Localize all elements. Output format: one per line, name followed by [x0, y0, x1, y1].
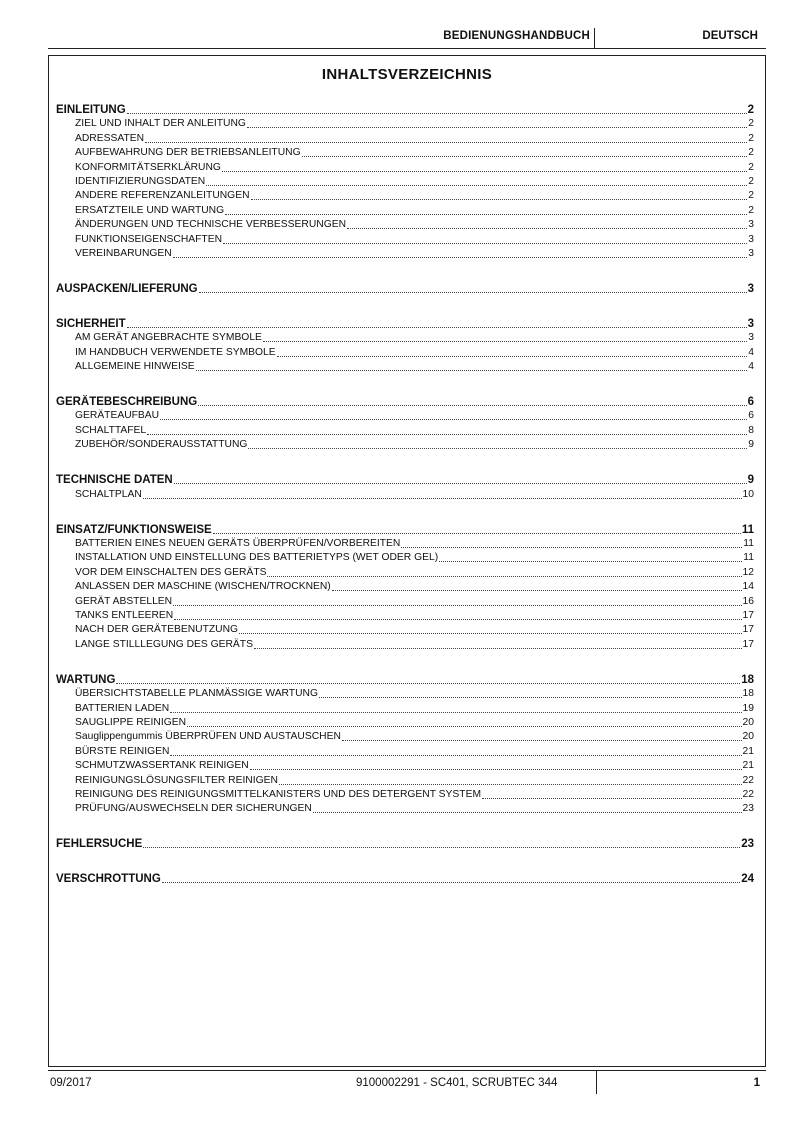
- toc-section-heading[interactable]: [56, 395, 754, 409]
- toc-entry-page-number: 3: [748, 332, 754, 344]
- dot-leader: [147, 433, 747, 435]
- dot-leader: [116, 682, 740, 684]
- toc-entry-label: SAUGLIPPE REINIGEN: [75, 716, 187, 728]
- dot-leader: [248, 447, 747, 449]
- toc-entry[interactable]: [56, 189, 754, 203]
- toc-entry-label: ANDERE REFERENZANLEITUNGEN: [75, 190, 250, 202]
- toc-entry[interactable]: [56, 117, 754, 131]
- dot-leader: [263, 340, 747, 342]
- toc-section-heading-page-number: 9: [747, 474, 754, 487]
- toc-entry-page-number: 16: [742, 595, 754, 607]
- dot-leader: [173, 604, 741, 606]
- toc-section-heading-page-number: 23: [741, 838, 754, 851]
- toc-entry-page-number: 2: [748, 161, 754, 173]
- toc-section-heading-label: WARTUNG: [56, 673, 116, 686]
- toc-section-heading-label: VERSCHROTTUNG: [56, 873, 161, 886]
- dot-leader: [127, 112, 747, 114]
- toc-section: [56, 103, 754, 261]
- toc-entry-page-number: 12: [742, 566, 754, 578]
- toc-entry-page-number: 11: [743, 552, 754, 564]
- dot-leader: [267, 575, 741, 577]
- toc-entry-page-number: 21: [742, 745, 754, 757]
- toc-section-heading-label: FEHLERSUCHE: [56, 838, 143, 851]
- toc-entry-page-number: 21: [742, 760, 754, 772]
- toc-entry[interactable]: [56, 360, 754, 374]
- toc-entry-label: SCHALTPLAN: [75, 488, 142, 500]
- dot-leader: [439, 560, 742, 562]
- toc-entry-page-number: 17: [742, 638, 754, 650]
- toc-entry[interactable]: [56, 716, 754, 730]
- dot-leader: [332, 589, 742, 591]
- toc-entry-page-number: 2: [748, 190, 754, 202]
- toc-section: [56, 395, 754, 452]
- toc-entry[interactable]: [56, 438, 754, 452]
- toc-entry[interactable]: [56, 146, 754, 160]
- dot-leader: [127, 326, 747, 328]
- toc-section-heading[interactable]: [56, 473, 754, 487]
- toc-section-heading[interactable]: [56, 523, 754, 537]
- dot-leader: [222, 170, 747, 172]
- toc-entry-page-number: 17: [742, 609, 754, 621]
- toc-section-heading-page-number: 2: [747, 104, 754, 116]
- dot-leader: [277, 355, 748, 357]
- toc-entry[interactable]: [56, 687, 754, 701]
- toc-section-heading[interactable]: [56, 837, 754, 851]
- toc-section: [56, 523, 754, 652]
- toc-entry-page-number: 3: [748, 219, 754, 231]
- toc-entry-label: ZIEL UND INHALT DER ANLEITUNG: [75, 118, 246, 130]
- dot-leader: [143, 497, 742, 499]
- toc-entry-label: INSTALLATION UND EINSTELLUNG DES BATTERIETYPS (WET ODER GEL): [75, 552, 439, 564]
- toc-entry-label: PRÜFUNG/AUSWECHSELN DER SICHERUNGEN: [75, 803, 312, 815]
- toc-entry-label: AUFBEWAHRUNG DER BETRIEBSANLEITUNG: [75, 147, 301, 159]
- dot-leader: [213, 532, 741, 534]
- toc-entry[interactable]: [56, 580, 754, 594]
- toc-section-heading-page-number: 24: [741, 873, 754, 886]
- toc-section: [56, 872, 754, 886]
- toc-entry-label: ZUBEHÖR/SONDERAUSSTATTUNG: [75, 439, 248, 451]
- toc-entry[interactable]: [56, 788, 754, 802]
- dot-leader: [279, 783, 742, 785]
- toc-entry-label: SCHALTTAFEL: [75, 424, 147, 436]
- toc-entry-label: KONFORMITÄTSERKLÄRUNG: [75, 161, 221, 173]
- toc-entry-label: SCHMUTZWASSERTANK REINIGEN: [75, 760, 249, 772]
- toc-section-heading-page-number: 3: [747, 282, 754, 295]
- footer-page-number: 1: [753, 1077, 760, 1089]
- toc-entry-page-number: 10: [742, 488, 754, 500]
- dot-leader: [187, 725, 742, 727]
- toc-section-heading[interactable]: [56, 103, 754, 117]
- toc-section-heading-label: TECHNISCHE DATEN: [56, 474, 173, 487]
- toc-section: [56, 282, 754, 296]
- dot-leader: [162, 881, 740, 883]
- toc-entry-label: VEREINBARUNGEN: [75, 247, 172, 259]
- toc-entry[interactable]: [56, 759, 754, 773]
- toc-section: [56, 837, 754, 851]
- toc-entry[interactable]: [56, 802, 754, 816]
- toc-entry-page-number: 23: [742, 803, 754, 815]
- toc-entry[interactable]: [56, 131, 754, 145]
- toc-entry-label: ÜBERSICHTSTABELLE PLANMÄSSIGE WARTUNG: [75, 688, 318, 700]
- toc-entry-label: ALLGEMEINE HINWEISE: [75, 361, 195, 373]
- table-of-contents: [56, 103, 754, 907]
- dot-leader: [482, 797, 742, 799]
- toc-section-heading[interactable]: [56, 317, 754, 331]
- toc-entry-label: AM GERÄT ANGEBRACHTE SYMBOLE: [75, 332, 262, 344]
- toc-entry[interactable]: [56, 345, 754, 359]
- toc-entry[interactable]: [56, 537, 754, 551]
- toc-section-heading[interactable]: [56, 872, 754, 886]
- dot-leader: [313, 811, 742, 813]
- toc-entry-label: BATTERIEN LADEN: [75, 702, 170, 714]
- toc-entry-label: TANKS ENTLEEREN: [75, 609, 174, 621]
- toc-entry-label: GERÄT ABSTELLEN: [75, 595, 173, 607]
- toc-entry[interactable]: [56, 175, 754, 189]
- header-language: DEUTSCH: [702, 30, 758, 42]
- toc-entry-page-number: 22: [742, 774, 754, 786]
- toc-section-heading-page-number: 18: [741, 673, 754, 686]
- toc-entry-label: ADRESSATEN: [75, 132, 145, 144]
- toc-section-heading-label: GERÄTEBESCHREIBUNG: [56, 396, 198, 409]
- toc-entry[interactable]: [56, 247, 754, 261]
- toc-entry-label: VOR DEM EINSCHALTEN DES GERÄTS: [75, 566, 267, 578]
- dot-leader: [160, 418, 747, 420]
- header-divider: [594, 28, 595, 49]
- toc-entry-page-number: 3: [748, 247, 754, 259]
- dot-leader: [247, 126, 747, 128]
- dot-leader: [199, 291, 747, 293]
- dot-leader: [239, 632, 741, 634]
- toc-entry[interactable]: [56, 232, 754, 246]
- toc-entry-page-number: 2: [748, 175, 754, 187]
- toc-section-heading-label: EINSATZ/FUNKTIONSWEISE: [56, 523, 212, 536]
- toc-section: [56, 317, 754, 374]
- dot-leader: [223, 242, 747, 244]
- toc-entry[interactable]: [56, 623, 754, 637]
- toc-entry-label: IDENTIFIZIERUNGSDATEN: [75, 175, 206, 187]
- toc-entry-page-number: 6: [748, 410, 754, 422]
- toc-entry[interactable]: [56, 594, 754, 608]
- dot-leader: [251, 198, 748, 200]
- toc-section-heading-label: EINLEITUNG: [56, 104, 126, 116]
- dot-leader: [143, 846, 740, 848]
- toc-entry[interactable]: [56, 701, 754, 715]
- toc-entry[interactable]: [56, 609, 754, 623]
- toc-section: [56, 673, 754, 817]
- dot-leader: [401, 546, 742, 548]
- toc-entry-label: BATTERIEN EINES NEUEN GERÄTS ÜBERPRÜFEN/VORBEREITEN: [75, 538, 401, 550]
- toc-entry-page-number: 17: [742, 624, 754, 636]
- toc-entry[interactable]: [56, 409, 754, 423]
- dot-leader: [206, 184, 747, 186]
- toc-entry[interactable]: [56, 423, 754, 437]
- toc-entry[interactable]: [56, 744, 754, 758]
- toc-entry[interactable]: [56, 203, 754, 217]
- toc-section-heading-label: AUSPACKEN/LIEFERUNG: [56, 282, 198, 295]
- dot-leader: [254, 647, 742, 649]
- page-header: [48, 26, 766, 49]
- toc-entry-label: FUNKTIONSEIGENSCHAFTEN: [75, 233, 223, 245]
- toc-entry-page-number: 11: [743, 538, 754, 550]
- dot-leader: [196, 369, 748, 371]
- toc-entry-label: Sauglippengummis ÜBERPRÜFEN UND AUSTAUSCHEN: [75, 731, 341, 743]
- toc-entry-label: ANLASSEN DER MASCHINE (WISCHEN/TROCKNEN): [75, 581, 331, 593]
- dot-leader: [174, 482, 747, 484]
- toc-entry-page-number: 4: [748, 346, 754, 358]
- toc-section-heading-label: SICHERHEIT: [56, 317, 126, 330]
- dot-leader: [225, 213, 747, 215]
- dot-leader: [170, 754, 741, 756]
- dot-leader: [145, 141, 747, 143]
- toc-entry-label: IM HANDBUCH VERWENDETE SYMBOLE: [75, 346, 276, 358]
- footer-date: 09/2017: [50, 1077, 92, 1089]
- toc-section-heading-page-number: 11: [741, 523, 754, 536]
- toc-entry-page-number: 2: [748, 118, 754, 130]
- toc-entry[interactable]: [56, 637, 754, 651]
- dot-leader: [342, 739, 742, 741]
- toc-entry-label: REINIGUNG DES REINIGUNGSMITTELKANISTERS UND DES DETERGENT SYSTEM: [75, 788, 482, 800]
- footer-divider: [596, 1070, 597, 1094]
- toc-entry-page-number: 18: [742, 688, 754, 700]
- toc-entry-page-number: 4: [748, 361, 754, 373]
- toc-entry[interactable]: [56, 773, 754, 787]
- toc-entry-page-number: 20: [742, 716, 754, 728]
- footer-rule: [48, 1070, 766, 1071]
- dot-leader: [250, 768, 742, 770]
- toc-entry[interactable]: [56, 730, 754, 744]
- toc-entry-label: ÄNDERUNGEN UND TECHNISCHE VERBESSERUNGEN: [75, 219, 347, 231]
- toc-entry-page-number: 2: [748, 147, 754, 159]
- toc-section-heading[interactable]: [56, 673, 754, 687]
- toc-section: [56, 473, 754, 501]
- toc-entry-page-number: 9: [748, 439, 754, 451]
- footer-document-reference: 9100002291 - SC401, SCRUBTEC 344: [356, 1077, 558, 1089]
- dot-leader: [173, 256, 748, 258]
- toc-entry-page-number: 2: [748, 132, 754, 144]
- toc-entry[interactable]: [56, 565, 754, 579]
- toc-entry[interactable]: [56, 331, 754, 345]
- dot-leader: [319, 696, 742, 698]
- toc-entry-label: BÜRSTE REINIGEN: [75, 745, 170, 757]
- toc-entry-page-number: 14: [742, 581, 754, 593]
- toc-entry-page-number: 22: [742, 788, 754, 800]
- toc-entry-label: LANGE STILLLEGUNG DES GERÄTS: [75, 638, 253, 650]
- toc-title: INHALTSVERZEICHNIS: [321, 66, 493, 83]
- toc-entry-label: ERSATZTEILE UND WARTUNG: [75, 204, 225, 216]
- toc-entry-page-number: 20: [742, 731, 754, 743]
- toc-section-heading[interactable]: [56, 282, 754, 296]
- header-document-title: BEDIENUNGSHANDBUCH: [443, 30, 590, 42]
- toc-entry-label: REINIGUNGSLÖSUNGSFILTER REINIGEN: [75, 774, 278, 786]
- toc-entry-page-number: 2: [748, 204, 754, 216]
- dot-leader: [347, 227, 747, 229]
- toc-entry[interactable]: [56, 218, 754, 232]
- dot-leader: [302, 155, 748, 157]
- toc-entry-label: GERÄTEAUFBAU: [75, 410, 160, 422]
- dot-leader: [198, 404, 746, 406]
- toc-entry[interactable]: [56, 160, 754, 174]
- toc-entry[interactable]: [56, 487, 754, 501]
- dot-leader: [174, 618, 741, 620]
- toc-section-heading-page-number: 6: [747, 396, 754, 409]
- toc-entry-page-number: 19: [742, 702, 754, 714]
- dot-leader: [170, 711, 741, 713]
- toc-entry[interactable]: [56, 551, 754, 565]
- toc-entry-label: NACH DER GERÄTEBENUTZUNG: [75, 624, 239, 636]
- toc-entry-page-number: 3: [748, 233, 754, 245]
- toc-entry-page-number: 8: [748, 424, 754, 436]
- toc-section-heading-page-number: 3: [747, 317, 754, 330]
